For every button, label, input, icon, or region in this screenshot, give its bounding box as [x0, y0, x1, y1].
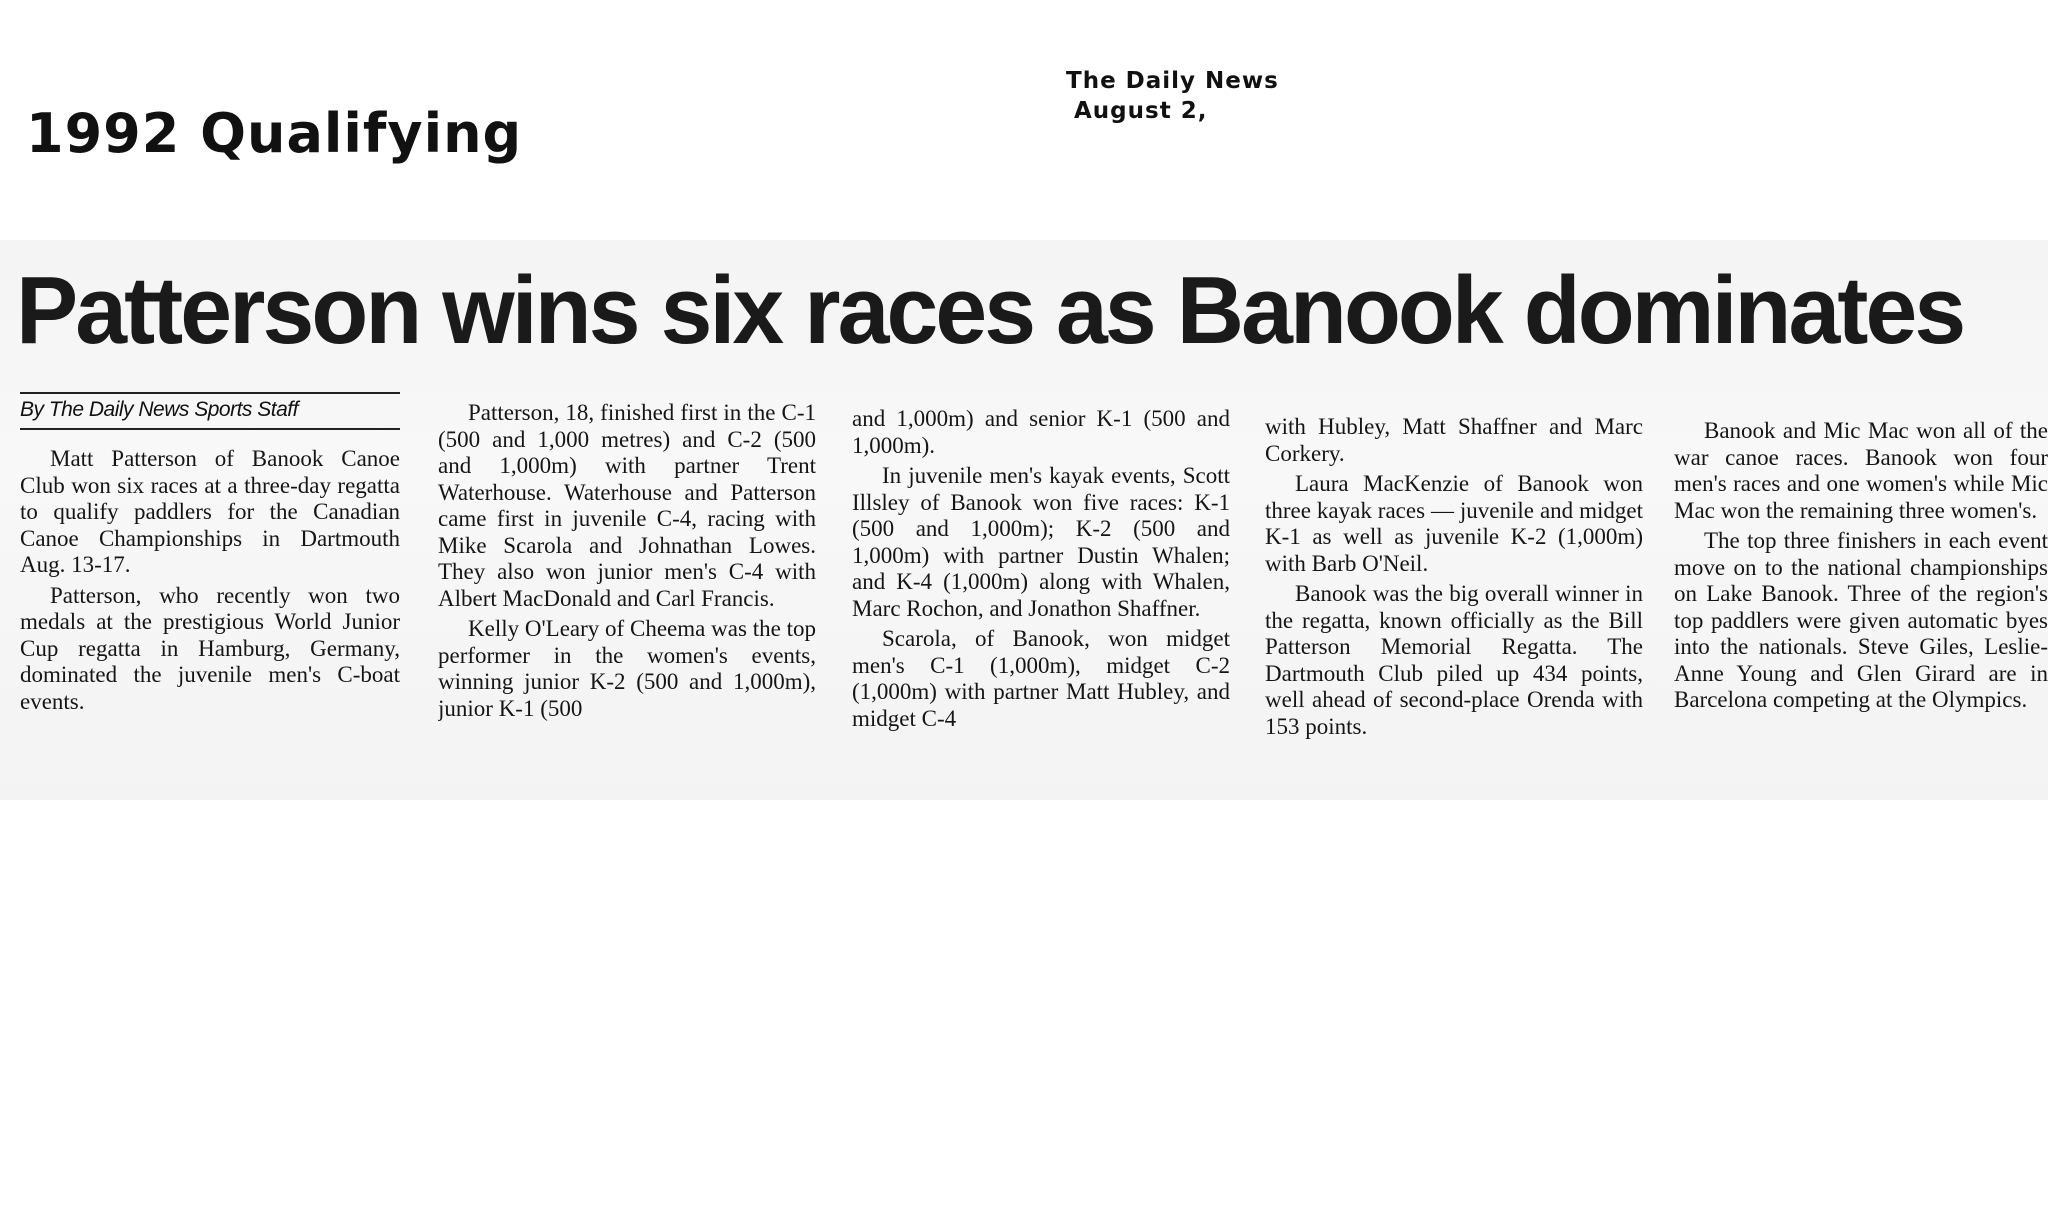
- masthead-paper: The Daily News: [1066, 68, 1279, 94]
- article-column-2: [438, 400, 816, 780]
- paragraph: Patterson, who recently won two medals at the prestigious World Junior Cup regatta in Hamburg, Germany, dominated the juvenile men's C-boat events.: [20, 582, 400, 714]
- byline: By The Daily News Sports Staff: [20, 398, 298, 421]
- paragraph: Banook and Mic Mac won all of the war canoe races. Banook won four men's races and one women's while Mic Mac won the remaining three women's.: [1674, 418, 2048, 523]
- paragraph: with Hubley, Matt Shaffner and Marc Corkery.: [1265, 414, 1643, 466]
- paragraph: The top three finishers in each event move on to the national championships on Lake Banook. Three of the region's top paddlers were given automatic byes into the nationals. Steve Giles, Leslie-Anne Young and Glen Girard are in Barcelona competing at the Olympics.: [1674, 528, 2048, 712]
- paragraph: Kelly O'Leary of Cheema was the top performer in the women's events, winning junior K-2 (500 and 1,000m), junior K-1 (500: [438, 616, 816, 721]
- article-column-4: [1265, 414, 1643, 794]
- byline-box: [20, 392, 400, 430]
- paragraph: Scarola, of Banook, won midget men's C-1 (1,000m), midget C-2 (1,000m) with partner Matt Hubley, and midget C-4: [852, 626, 1230, 731]
- article-column-3: [852, 406, 1230, 786]
- paragraph: Banook was the big overall winner in the regatta, known officially as the Bill Patterson Memorial Regatta. The Dartmouth Club piled up 434 points, well ahead of second-place Orenda with 153 points.: [1265, 581, 1643, 739]
- paragraph: and 1,000m) and senior K-1 (500 and 1,000m).: [852, 406, 1230, 458]
- paragraph: Matt Patterson of Banook Canoe Club won six races at a three-day regatta to qualify paddlers for the Canadian Canoe Championships in Dartmouth Aug. 13-17.: [20, 446, 400, 577]
- paragraph: Patterson, 18, finished first in the C-1 (500 and 1,000 metres) and C-2 (500 and 1,000m) with partner Trent Waterhouse. Waterhouse and Patterson came first in juvenile C-4, racing with Mike Scarola and Johnathan Lowes. They also won junior men's C-4 with Albert MacDonald and Carl Francis.: [438, 400, 816, 611]
- masthead-date: August 2,: [1074, 98, 1208, 124]
- paragraph: In juvenile men's kayak events, Scott Illsley of Banook won five races: K-1 (500 and 1,000m); K-2 (500 and 1,000m) with partner Dustin Whalen; and K-4 (1,000m) along with Whalen, Marc Rochon, and Jonathon Shaffner.: [852, 463, 1230, 621]
- article-column-5: [1674, 418, 2048, 800]
- paragraph: Laura MacKenzie of Banook won three kayak races — juvenile and midget K-1 as well as juvenile K-2 (1,000m) with Barb O'Neil.: [1265, 471, 1643, 576]
- article-column-1: [20, 446, 400, 776]
- headline: Patterson wins six races as Banook dominates: [16, 257, 1964, 364]
- year-label: 1992 Qualifying: [26, 102, 523, 165]
